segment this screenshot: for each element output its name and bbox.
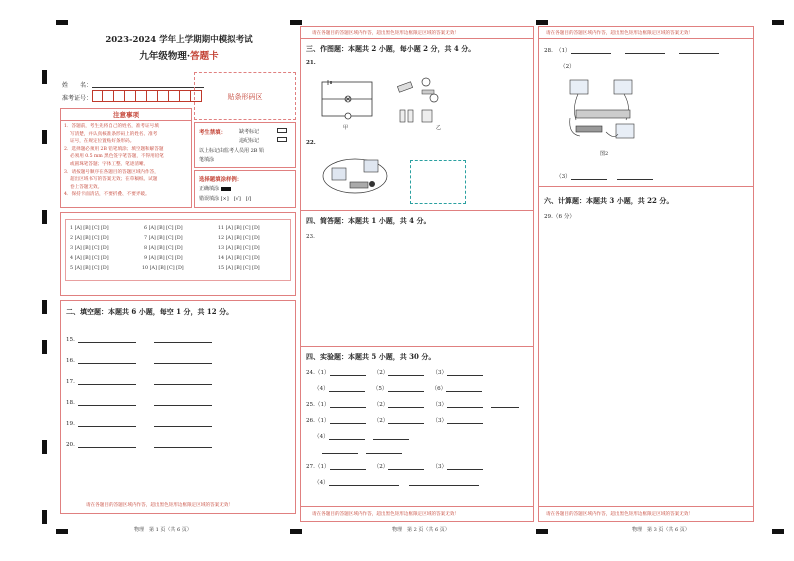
part-label: （1）	[314, 370, 330, 376]
answer-blank[interactable]	[78, 384, 136, 385]
absent-checkbox[interactable]	[277, 128, 287, 133]
figure-label-jia: 甲	[343, 125, 349, 131]
q25-row	[306, 400, 519, 408]
q21-number: 21.	[306, 60, 316, 66]
answer-blank[interactable]	[78, 342, 136, 343]
q24-row	[306, 368, 483, 376]
boundary-notice: 请在各题目的答题区域内作答，超出黑色矩形边框限定区域的答案无效！	[312, 31, 460, 36]
q28-row3	[556, 172, 653, 180]
note-line: 4．保持卡面清洁，不要折叠、不要弄破。	[64, 192, 150, 198]
alignment-mark	[56, 20, 68, 25]
answer-blank[interactable]	[388, 407, 424, 408]
q26-row3	[322, 448, 402, 454]
part-label: （3）	[432, 402, 448, 408]
part-label: （2）	[373, 464, 389, 470]
answer-blank[interactable]	[447, 375, 483, 376]
q29-number: 29.（6 分）	[544, 214, 576, 220]
answer-blank[interactable]	[154, 405, 212, 406]
experiment-figure-2	[566, 78, 646, 148]
subtitle-red: 答题卡	[190, 51, 219, 62]
filled-mark	[221, 187, 231, 191]
answer-blank[interactable]	[329, 485, 399, 486]
q-number: 19.	[66, 421, 75, 427]
q-number: 26.	[306, 418, 315, 424]
alignment-mark	[772, 20, 784, 25]
choice-area	[60, 212, 296, 296]
choice-row[interactable]: 5 [A] [B] [C] [D]	[70, 266, 109, 271]
choice-row[interactable]: 9 [A] [B] [C] [D]	[144, 256, 183, 261]
answer-blank[interactable]	[617, 179, 653, 180]
figure-label-2: 图2	[600, 151, 609, 157]
answer-blank[interactable]	[78, 426, 136, 427]
answer-blank[interactable]	[366, 453, 402, 454]
alignment-mark	[772, 529, 784, 534]
q27-row	[306, 462, 483, 470]
q-number: 28.	[544, 48, 553, 54]
answer-blank[interactable]	[154, 447, 212, 448]
alignment-mark	[56, 529, 68, 534]
answer-blank[interactable]	[388, 469, 424, 470]
barcode-area	[194, 72, 296, 120]
circuit-diagram-yi	[394, 76, 446, 126]
exam-subtitle	[60, 48, 298, 62]
note-line: 证号，在规定位置贴好条形码。	[70, 139, 135, 145]
q-number: 15.	[66, 337, 75, 343]
answer-blank[interactable]	[154, 426, 212, 427]
q22-answer-area[interactable]	[410, 160, 466, 204]
wrong-label: 错误填涂	[199, 196, 220, 202]
answer-blank[interactable]	[329, 439, 365, 440]
alignment-mark	[290, 529, 302, 534]
choice-row[interactable]: 1 [A] [B] [C] [D]	[70, 226, 109, 231]
answer-blank[interactable]	[409, 485, 479, 486]
exam-status-box	[194, 122, 296, 168]
violation-checkbox[interactable]	[277, 137, 287, 142]
answer-blank[interactable]	[154, 342, 212, 343]
note-line: 或圆珠笔答题；字体工整、笔迹清晰。	[70, 161, 149, 167]
choice-row[interactable]: 3 [A] [B] [C] [D]	[70, 246, 109, 251]
boundary-notice: 请在各题目的答题区域内作答，超出黑色矩形边框限定区域的答案无效！	[546, 31, 694, 36]
wrong-sample	[199, 195, 251, 202]
figure-label-yi: 乙	[436, 125, 442, 131]
part-label: （4）	[314, 434, 329, 440]
q19-row	[66, 421, 212, 427]
section6-title: 六、计算题：本题共 3 小题，共 22 分。	[544, 196, 674, 205]
section2-title: 二、填空题：本题共 6 小题，每空 1 分，共 12 分。	[66, 307, 234, 316]
answer-blank[interactable]	[330, 423, 366, 424]
answer-blank[interactable]	[388, 391, 424, 392]
page-footer: 物理 第 1 页（共 6 页）	[134, 527, 192, 533]
boundary-notice: 请在各题目的答题区域内作答，超出黑色矩形边框限定区域的答案无效！	[312, 512, 460, 517]
choice-row[interactable]: 6 [A] [B] [C] [D]	[144, 226, 183, 231]
choice-row[interactable]: 2 [A] [B] [C] [D]	[70, 236, 109, 241]
ticket-number-boxes[interactable]	[92, 90, 202, 102]
section2-box	[60, 300, 296, 514]
boundary-notice: 请在各题目的答题区域内作答，超出黑色矩形边框限定区域的答案无效！	[546, 512, 694, 517]
answer-blank[interactable]	[373, 439, 409, 440]
answer-blank[interactable]	[329, 391, 365, 392]
timing-marks	[42, 70, 47, 530]
alignment-mark	[290, 20, 302, 25]
part-label: （4）	[314, 386, 329, 392]
answer-blank[interactable]	[679, 53, 719, 54]
q-number: 18.	[66, 400, 75, 406]
answer-blank[interactable]	[154, 363, 212, 364]
part-label: （1）	[555, 48, 571, 54]
part-label: （5）	[372, 386, 388, 392]
q15-row	[66, 337, 212, 343]
section4-title: 四、简答题：本题共 1 小题，共 4 分。	[306, 216, 431, 225]
subtitle-main: 九年级物理·	[139, 51, 191, 62]
alignment-mark	[536, 529, 548, 534]
q-number: 16.	[66, 358, 75, 364]
part-label: （2）	[373, 402, 389, 408]
answer-blank[interactable]	[330, 469, 366, 470]
part-label: （4）	[314, 480, 329, 486]
answer-blank[interactable]	[571, 179, 607, 180]
exam-title: 2023-2024 学年上学期期中模拟考试	[105, 35, 253, 45]
answer-blank[interactable]	[625, 53, 665, 54]
q26-row	[306, 416, 483, 424]
q-number: 17.	[66, 379, 75, 385]
part-label: （2）	[560, 64, 575, 70]
choice-row[interactable]: 4 [A] [B] [C] [D]	[70, 256, 109, 261]
answer-blank[interactable]	[571, 53, 611, 54]
q28-row	[544, 46, 719, 54]
choice-row[interactable]: 15 [A] [B] [C] [D]	[218, 266, 260, 271]
answer-blank[interactable]	[447, 407, 483, 408]
choice-row[interactable]: 12 [A] [B] [C] [D]	[218, 236, 260, 241]
alignment-mark	[536, 20, 548, 25]
q24-row2	[314, 384, 482, 392]
note-line: 卷上答题无效。	[70, 184, 103, 190]
part-label: （3）	[556, 174, 571, 180]
q-number: 20.	[66, 442, 75, 448]
note-line: 1．答题前，考生先将自己的姓名，准考证号填	[64, 124, 159, 129]
q27-row2	[314, 478, 479, 486]
note-line: 超出区域书写的答案无效；在草稿纸、试题	[70, 177, 158, 183]
answer-blank[interactable]	[447, 469, 483, 470]
part-label: （2）	[373, 418, 389, 424]
wrong-marks: [×] [√] [/]	[220, 196, 252, 202]
answer-blank[interactable]	[78, 447, 136, 448]
part-label: （3）	[432, 418, 448, 424]
choice-row[interactable]: 8 [A] [B] [C] [D]	[144, 246, 183, 251]
ticket-label: 准考证号：	[62, 95, 93, 102]
section3-title: 三、作图题：本题共 2 小题，每小题 2 分，共 4 分。	[306, 44, 476, 53]
part-label: （1）	[314, 418, 330, 424]
q-number: 25.	[306, 402, 315, 408]
q22-apparatus-figure	[320, 154, 390, 196]
part-label: （6）	[431, 386, 447, 392]
status-note: 笔填涂	[199, 157, 215, 163]
violation-label: 违纪标记	[239, 138, 260, 144]
q22-number: 22.	[306, 140, 316, 146]
part-label: （2）	[373, 370, 389, 376]
q-number: 27.	[306, 464, 315, 470]
answer-blank[interactable]	[491, 407, 519, 408]
fill-sample-box	[194, 170, 296, 208]
fill-sample-title: 选择题填涂样例：	[199, 177, 243, 183]
status-label: 考生禁填：	[199, 130, 226, 136]
circuit-diagram-jia	[318, 78, 376, 122]
answer-blank[interactable]	[78, 363, 136, 364]
q16-row	[66, 358, 212, 364]
notes-list	[61, 121, 191, 201]
answer-blank[interactable]	[330, 407, 366, 408]
q23-number: 23.	[306, 234, 315, 240]
choice-row[interactable]: 14 [A] [B] [C] [D]	[218, 256, 260, 261]
correct-sample	[199, 185, 231, 192]
answer-blank[interactable]	[78, 405, 136, 406]
choice-row[interactable]: 11 [A] [B] [C] [D]	[218, 226, 260, 231]
answer-blank[interactable]	[388, 423, 424, 424]
answer-blank[interactable]	[322, 453, 358, 454]
name-field[interactable]	[92, 87, 204, 88]
answer-blank[interactable]	[447, 423, 483, 424]
q26-row2	[314, 432, 409, 440]
q18-row	[66, 400, 212, 406]
note-line: 写清楚，并认真核准条形码上的姓名、准考	[70, 131, 158, 137]
notes-title: 注意事项	[61, 109, 191, 121]
absent-label: 缺考标记	[239, 129, 260, 135]
q20-row	[66, 442, 212, 448]
section5-title: 四、实验题：本题共 5 小题，共 30 分。	[306, 352, 436, 361]
note-line: 必须用 0.5 mm 黑色签字笔答题，不得用铅笔	[70, 154, 164, 160]
note-line: 3．请按题号顺序在各题目的答题区域内作答，	[64, 169, 159, 175]
answer-blank[interactable]	[446, 391, 482, 392]
note-line: 2．选择题必须用 2B 铅笔填涂；填空题和解答题	[64, 146, 164, 152]
part-label: （1）	[314, 464, 330, 470]
q17-row	[66, 379, 212, 385]
choice-row[interactable]: 7 [A] [B] [C] [D]	[144, 236, 183, 241]
q-number: 24.	[306, 370, 315, 376]
status-note: 以上标记由监考人员用 2B 铅	[199, 148, 265, 154]
barcode-label: 贴条形码区	[227, 93, 263, 101]
choice-row[interactable]: 10 [A] [B] [C] [D]	[142, 266, 184, 271]
part-label: （3）	[432, 464, 448, 470]
part-label: （3）	[432, 370, 448, 376]
answer-blank[interactable]	[330, 375, 366, 376]
notes-box	[60, 108, 192, 208]
name-label: 姓 名：	[62, 82, 93, 89]
answer-blank[interactable]	[154, 384, 212, 385]
boundary-notice: 请在各题目的答题区域内作答，超出黑色矩形边框限定区域的答案无效！	[86, 503, 234, 508]
correct-label: 正确填涂	[199, 186, 220, 192]
choice-row[interactable]: 13 [A] [B] [C] [D]	[218, 246, 260, 251]
page-footer: 物理 第 3 页（共 6 页）	[632, 527, 690, 533]
page-footer: 物理 第 2 页（共 6 页）	[392, 527, 450, 533]
answer-blank[interactable]	[388, 375, 424, 376]
part-label: （1）	[314, 402, 330, 408]
